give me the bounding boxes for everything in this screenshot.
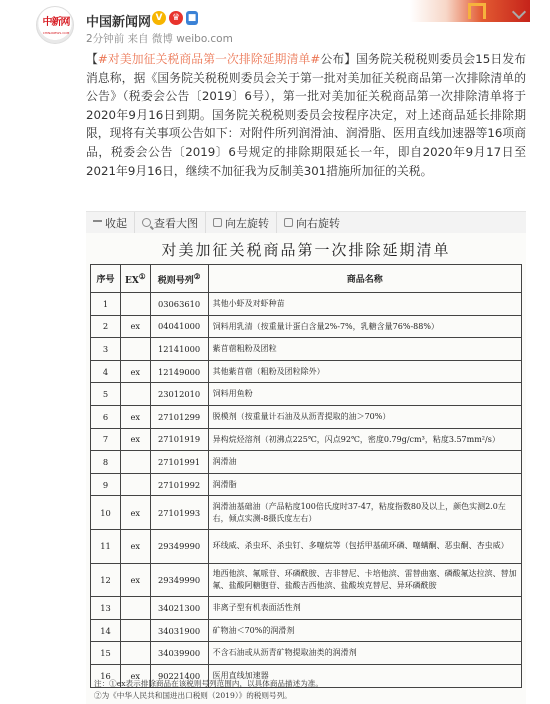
table-row (91, 619, 522, 642)
column-header-code-label: 税则号列 (157, 275, 194, 286)
cell-code: 04041000 (150, 315, 208, 338)
cell-code: 34039900 (150, 642, 208, 665)
cell-ex: ex (121, 563, 151, 597)
cell-no: 14 (91, 619, 121, 642)
cell-ex: ex (121, 496, 151, 530)
tariff-note-mark: ② (193, 271, 201, 281)
cell-name: 异构烷烃溶剂（初沸点225℃，闪点92℃，密度0.79g/cm³，粘度3.57mm²/s） (208, 428, 521, 451)
cell-ex: ex (121, 529, 151, 563)
exclusion-table (90, 264, 522, 688)
cell-code: 29349990 (150, 563, 208, 597)
avatar-logo-subtext: CHINANEWS.COM (42, 31, 70, 35)
user-name[interactable]: 中国新闻网 (86, 15, 152, 30)
document-image[interactable] (86, 233, 526, 704)
member-icon[interactable]: ■ (187, 13, 197, 23)
cell-name: 饲料用乳清（按重量计蛋白含量2%-7%，乳糖含量76%-88%） (208, 315, 521, 338)
table-row (91, 563, 522, 597)
cell-no: 12 (91, 563, 121, 597)
column-header-name: 商品名称 (208, 265, 521, 293)
cell-name: 地西他滨、氟哌苷、环磷酰胺、吉非替尼、卡培他滨、雷替曲塞、磷酸氟达拉滨、替加氟、盐酸阿糖胞苷、盐酸吉西他滨、盐酸埃克替尼、异环磷酰胺 (208, 563, 521, 597)
table-row (91, 529, 522, 563)
avatar[interactable] (36, 6, 74, 44)
cell-code: 03063610 (150, 293, 208, 316)
cell-no: 3 (91, 338, 121, 361)
cell-name: 环线威、杀虫环、杀虫钉、多噻烷等（包括甲基硫环磷、噻螨酮、恶虫酮、杏虫威） (208, 529, 521, 563)
cell-no: 11 (91, 529, 121, 563)
magnifier-icon (142, 218, 151, 227)
cell-code: 12141000 (150, 338, 208, 361)
view-large-button[interactable] (135, 212, 206, 234)
cell-code: 27101991 (150, 451, 208, 474)
verified-v-icon[interactable]: V (152, 11, 166, 25)
table-row (91, 293, 522, 316)
column-header-ex-label: EX (125, 275, 139, 286)
cell-ex: ex (121, 405, 151, 428)
rotate-left-label: 向左旋转 (225, 216, 269, 230)
column-header-ex (121, 265, 151, 293)
cell-name: 其他小虾及对虾种苗 (208, 293, 521, 316)
ex-note-mark: ① (138, 271, 146, 281)
cell-code: 23012010 (150, 383, 208, 406)
document-title: 对美加征关税商品第一次排除延期清单 (161, 241, 451, 259)
cell-code: 34021300 (150, 597, 208, 620)
cell-ex: ex (121, 664, 151, 687)
table-row (91, 383, 522, 406)
post-text (86, 50, 526, 180)
cell-no: 10 (91, 496, 121, 530)
collapse-icon (93, 220, 102, 222)
cell-code: 34031900 (150, 619, 208, 642)
post-open-bracket: 【 (86, 52, 98, 66)
collapse-button[interactable] (86, 212, 135, 234)
cell-code: 90221400 (150, 664, 208, 687)
post-header (0, 0, 550, 48)
post-meta[interactable]: 2分钟前 来自 微博 weibo.com (86, 33, 233, 45)
table-row (91, 496, 522, 530)
cell-name: 润滑油基础油（产品粘度100倍氏度时37-47，粘度指数80及以上，颜色实测2.0左右，倾点实测-8摄氏度左右） (208, 496, 521, 530)
rotate-left-icon (213, 218, 222, 227)
cell-code: 29349990 (150, 529, 208, 563)
vip-crown-icon[interactable]: ♛ (169, 11, 183, 25)
cell-name: 矿物油＜70%的润滑剂 (208, 619, 521, 642)
cell-ex (121, 451, 151, 474)
hashtag-link[interactable]: #对美加征关税商品第一次排除延期清单# (97, 52, 321, 66)
cell-ex (121, 619, 151, 642)
collapse-label: 收起 (105, 216, 127, 230)
cell-name: 润滑脂 (208, 473, 521, 496)
cell-no: 15 (91, 642, 121, 665)
cell-ex (121, 642, 151, 665)
cell-code: 27101992 (150, 473, 208, 496)
table-row (91, 360, 522, 383)
table-row (91, 597, 522, 620)
cell-name: 润滑油 (208, 451, 521, 474)
cell-no: 2 (91, 315, 121, 338)
table-body (91, 293, 522, 688)
cell-name: 饲料用鱼粉 (208, 383, 521, 406)
table-row (91, 338, 522, 361)
cell-no: 16 (91, 664, 121, 687)
table-notes (94, 678, 524, 702)
cell-no: 7 (91, 428, 121, 451)
cell-ex (121, 338, 151, 361)
cell-no: 1 (91, 293, 121, 316)
table-row (91, 451, 522, 474)
cell-ex (121, 597, 151, 620)
cell-code: 27101299 (150, 405, 208, 428)
cell-no: 4 (91, 360, 121, 383)
table-row (91, 405, 522, 428)
rotate-right-icon (284, 218, 293, 227)
rotate-right-button[interactable] (277, 212, 347, 234)
cell-name: 不含石油或从沥青矿物提取油类的润滑剂 (208, 642, 521, 665)
cell-ex (121, 383, 151, 406)
cell-no: 13 (91, 597, 121, 620)
table-row (91, 642, 522, 665)
column-header-no: 序号 (91, 265, 121, 293)
table-row (91, 428, 522, 451)
rotate-left-button[interactable] (206, 212, 277, 234)
cell-ex: ex (121, 360, 151, 383)
table-row (91, 315, 522, 338)
rotate-right-label: 向右旋转 (296, 216, 340, 230)
cell-no: 6 (91, 405, 121, 428)
avatar-logo-text: 中新网 (42, 17, 70, 28)
gate-icon (468, 3, 486, 19)
cell-name: 医用直线加速器 (208, 664, 521, 687)
user-badges (152, 10, 198, 26)
note-line-1: 注：①ex表示排除商品在该税则号列范围内，以具体商品描述为准。 (94, 679, 323, 688)
cell-name: 脱模剂（按重量计石油及从沥青提取的油＞70%） (208, 405, 521, 428)
post-body: 公布】国务院关税税则委员会15日发布消息称，据《国务院关税税则委员会关于第一批对美加征关税商品第一次排除清单的公告》（税委会公告〔2019〕6号），第一批对美加征关税商品第一次排除清单将于2020年9月16日到期。国务院关税税则委员会按程序决定，对上述商品延长排除期限，现将有关事项公告如下：对附件所列润滑油、润滑脂、医用直线加速器等16项商品，税委会公告〔2019〕6号规定的排除期限延长一年，即自2020年9月17日至2021年9月16日，继续不加征我为反制美301措施所加征的关税。 (86, 52, 526, 178)
cell-ex (121, 293, 151, 316)
cell-code: 27101919 (150, 428, 208, 451)
cell-name: 其他紫苜蓿（粗粉及团粒除外） (208, 360, 521, 383)
table-row (91, 473, 522, 496)
image-toolbar (86, 211, 526, 233)
note-line-2: ②为《中华人民共和国进出口税则（2019）》的税则号列。 (94, 691, 292, 700)
cell-no: 9 (91, 473, 121, 496)
column-header-code (150, 265, 208, 293)
cell-no: 8 (91, 451, 121, 474)
cell-no: 5 (91, 383, 121, 406)
cell-name: 非离子型有机表面活性剂 (208, 597, 521, 620)
cell-ex: ex (121, 428, 151, 451)
cell-name: 紫苜蓿粗粉及团粒 (208, 338, 521, 361)
cell-code: 27101993 (150, 496, 208, 530)
cell-ex (121, 473, 151, 496)
cell-code: 12149000 (150, 360, 208, 383)
cell-ex: ex (121, 315, 151, 338)
view-large-label: 查看大图 (154, 216, 198, 230)
